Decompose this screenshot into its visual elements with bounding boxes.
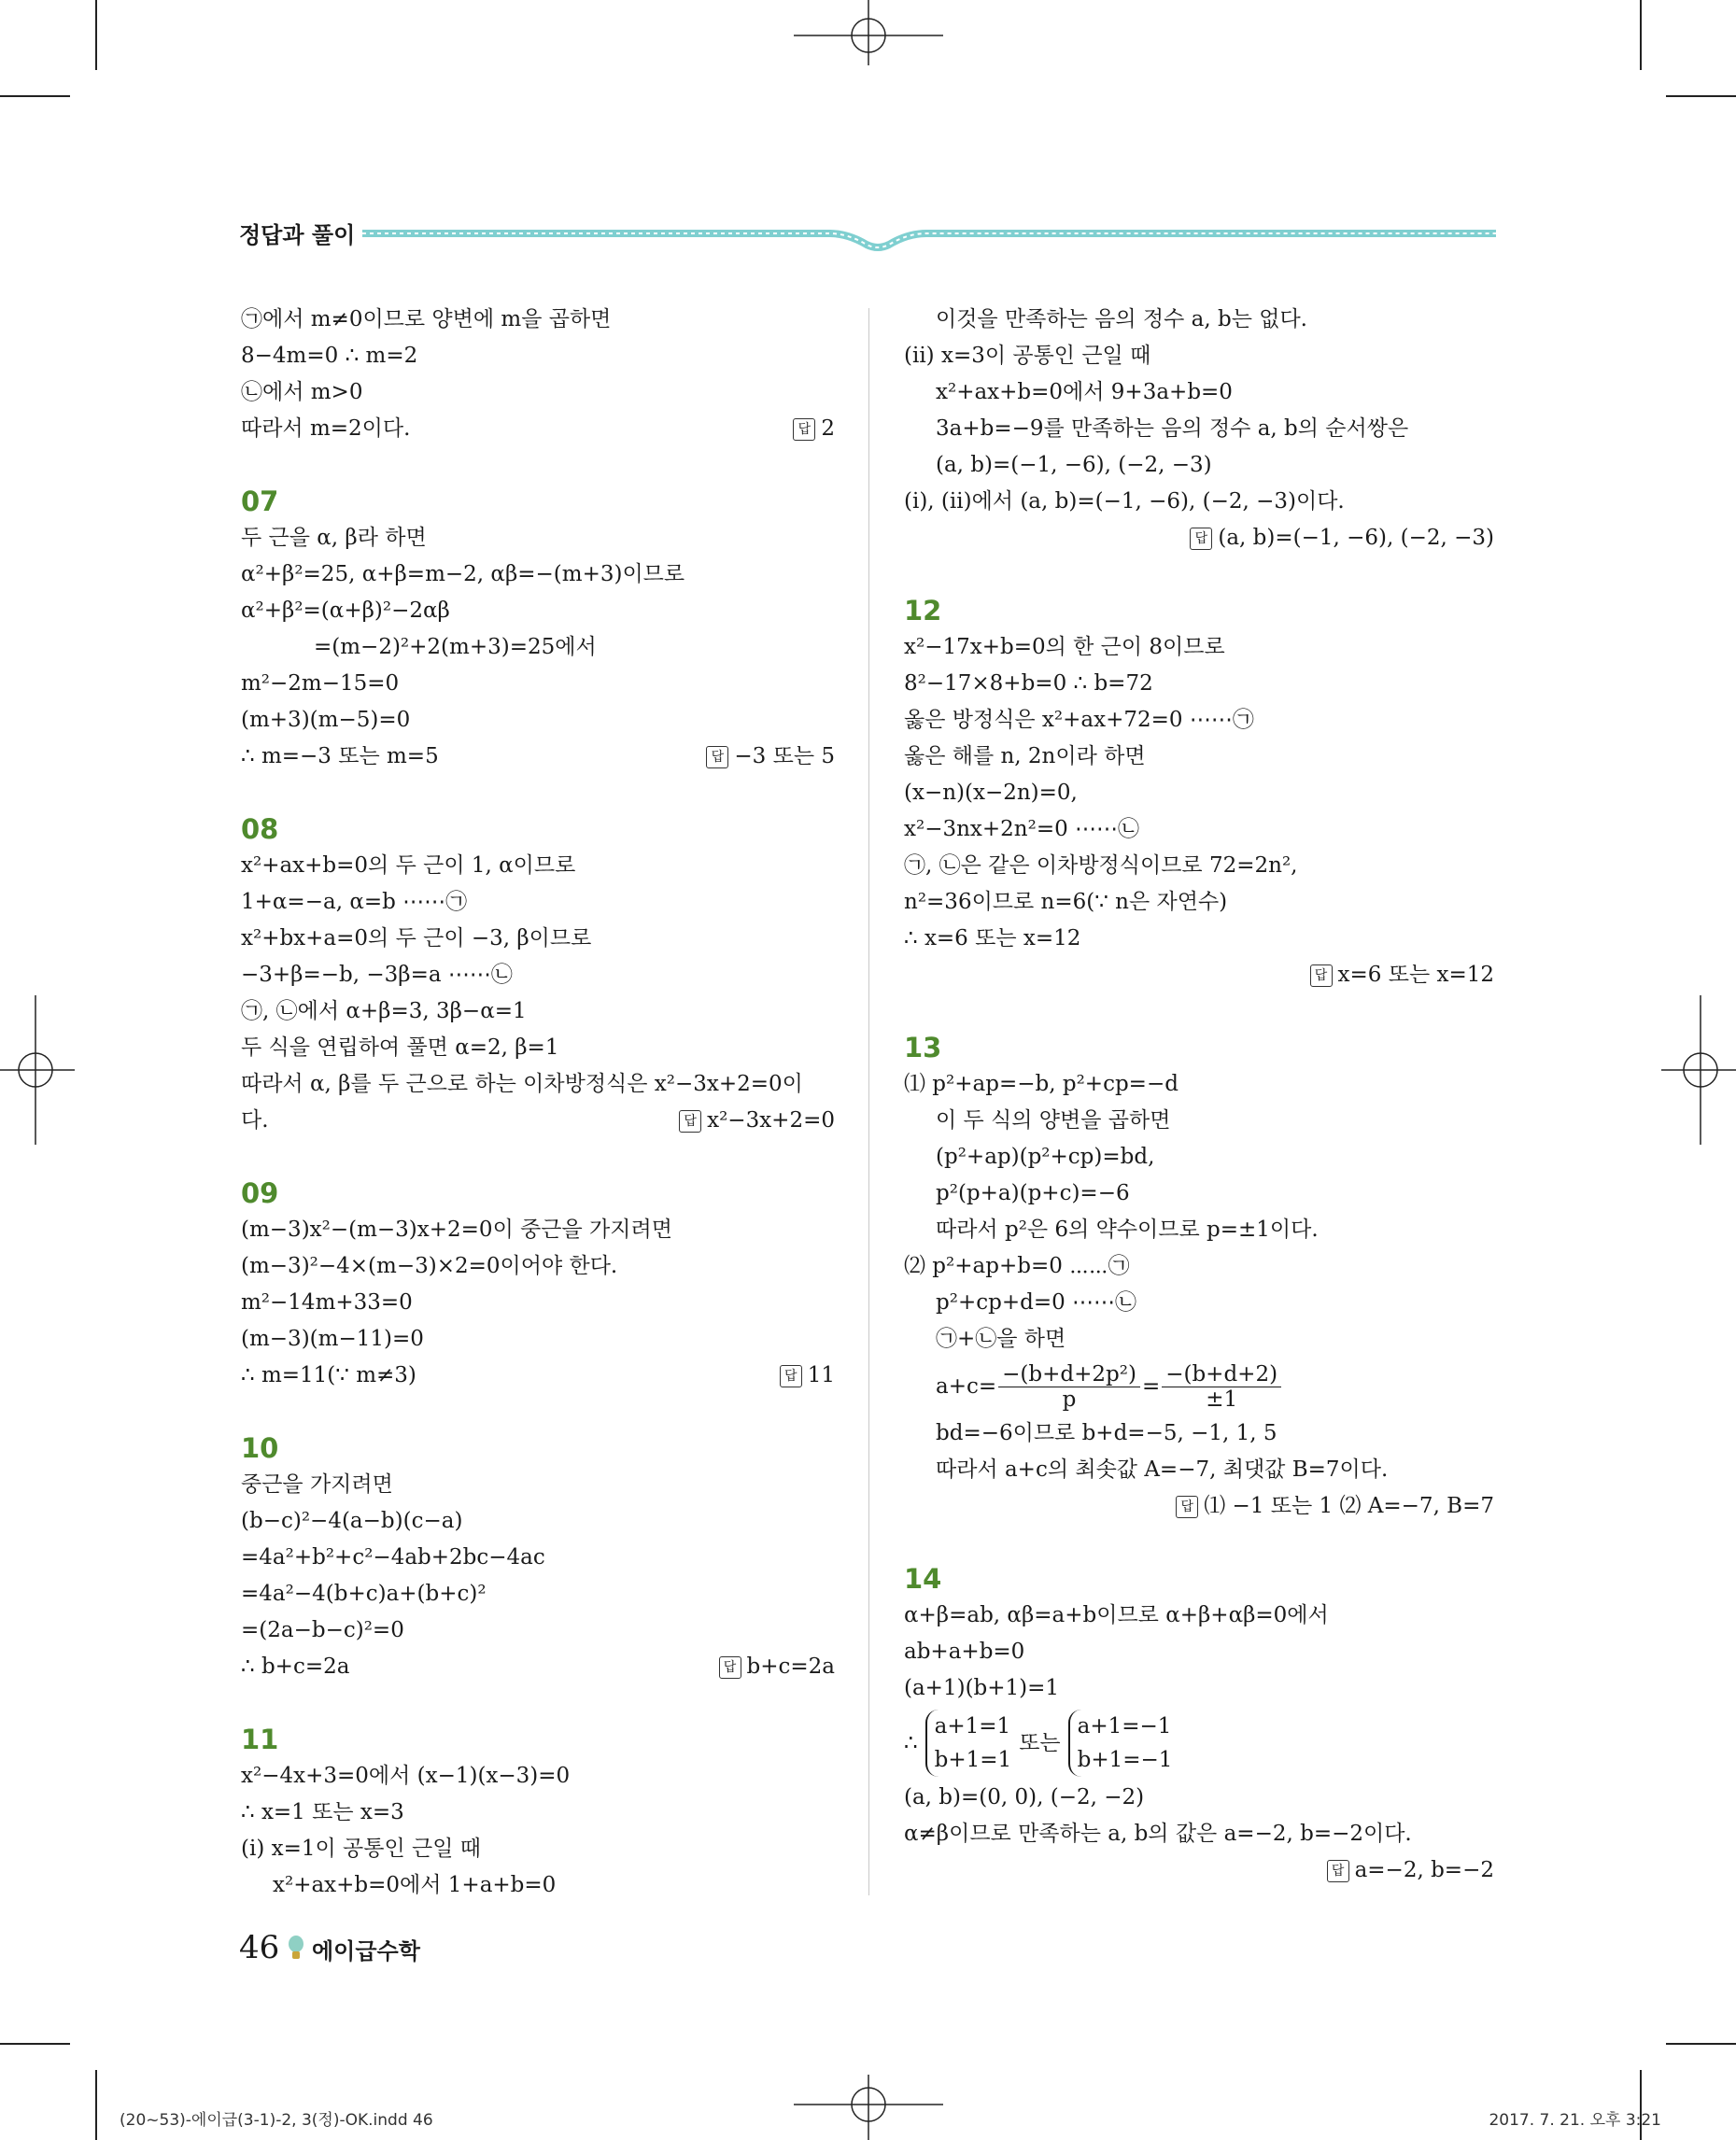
- answer-text: 11: [807, 1363, 835, 1387]
- fraction: [998, 1362, 1140, 1412]
- bulb-icon: [286, 1935, 306, 1963]
- solution-text: (p²+ap)(p²+cp)=bd,: [936, 1145, 1155, 1169]
- solution-text: 따라서 a+c의 최솟값 A=−7, 최댓값 B=7이다.: [936, 1457, 1389, 1482]
- solution-text: ab+a+b=0: [904, 1640, 1025, 1664]
- slug-file-info: (20~53)-에이급(3-1)-2, 3(정)-OK.indd 46: [120, 2111, 433, 2130]
- solution-line: [904, 1248, 1494, 1285]
- column-divider: [868, 308, 869, 1895]
- solution-text: α≠β이므로 만족하는 a, b의 값은 a=−2, b=−2이다.: [904, 1822, 1412, 1846]
- crop-mark: [0, 95, 70, 97]
- page-number: 46: [239, 1929, 280, 1966]
- solution-line: [904, 666, 1494, 702]
- crop-mark: [95, 2070, 97, 2140]
- denominator: ±1: [1206, 1387, 1238, 1412]
- answer-mark: 답: [719, 1656, 741, 1679]
- answer-text: x=6 또는 x=12: [1337, 963, 1494, 987]
- solution-line: [904, 484, 1494, 520]
- solution-line: [241, 702, 835, 739]
- equation: b+1=−1: [1077, 1748, 1173, 1772]
- solution-text: ㉠, ㉡은 같은 이차방정식이므로 72=2n²,: [904, 853, 1298, 878]
- solution-line: [241, 1758, 835, 1795]
- solution-line: [241, 629, 835, 666]
- fraction-eq: =: [1141, 1373, 1161, 1399]
- solution-line: [241, 921, 835, 957]
- therefore-symbol: ∴: [904, 1730, 918, 1755]
- solution-line: [904, 1285, 1494, 1321]
- fraction-lhs: a+c=: [936, 1373, 997, 1399]
- solution-text: x²+ax+b=0에서 9+3a+b=0: [936, 380, 1233, 404]
- solution-text: 8²−17×8+b=0 ∴ b=72: [904, 671, 1153, 696]
- solution-text: =(2a−b−c)²=0: [241, 1618, 404, 1642]
- solution-line: [241, 957, 835, 993]
- solution-line: [904, 338, 1494, 374]
- solution-line: [904, 921, 1494, 957]
- solution-text: −3+β=−b, −3β=a ⋯⋯㉡: [241, 963, 513, 987]
- problem-number: 14: [904, 1563, 942, 1595]
- solution-text: ∴ m=11(∵ m≠3): [241, 1363, 416, 1387]
- solution-text: ∴ x=6 또는 x=12: [904, 926, 1081, 950]
- solution-line: [241, 302, 835, 338]
- system-line: [904, 1707, 1494, 1780]
- equation: a+1=−1: [1077, 1714, 1172, 1739]
- solution-line: [241, 884, 835, 921]
- solution-line: [904, 1066, 1494, 1103]
- solution-text: 다.: [241, 1108, 269, 1133]
- solution-line: [904, 957, 1494, 993]
- solution-line: [904, 629, 1494, 666]
- answer-mark: 답: [1310, 964, 1333, 987]
- solution-text: 따라서 m=2이다.: [241, 416, 411, 441]
- solution-text: 옳은 해를 n, 2n이라 하면: [904, 744, 1146, 768]
- solution-line: [904, 1212, 1494, 1248]
- solution-text: (a, b)=(−1, −6), (−2, −3): [936, 453, 1212, 477]
- header-rule: [362, 220, 1496, 258]
- solution-text: (b−c)²−4(a−b)(c−a): [241, 1509, 463, 1533]
- fraction-line: [904, 1358, 1494, 1415]
- solution-text: p²(p+a)(p+c)=−6: [936, 1181, 1130, 1205]
- solution-line: [241, 993, 835, 1030]
- problem-number: 13: [904, 1032, 942, 1063]
- solution-line: [241, 1649, 835, 1685]
- answer-mark: 답: [793, 418, 815, 441]
- numerator: −(b+d+2): [1162, 1362, 1281, 1387]
- crop-mark: [1640, 0, 1642, 70]
- solution-line: [241, 411, 835, 447]
- solution-text: ㉠, ㉡에서 α+β=3, 3β−α=1: [241, 999, 527, 1023]
- solution-line: [904, 848, 1494, 884]
- solution-text: ⑴ p²+ap=−b, p²+cp=−d: [904, 1072, 1179, 1096]
- solution-line: [904, 1415, 1494, 1452]
- solution-line: [241, 1467, 835, 1503]
- solution-text: =4a²−4(b+c)a+(b+c)²: [241, 1582, 487, 1606]
- solution-line: [241, 1867, 835, 1904]
- solution-text: (m−3)(m−11)=0: [241, 1327, 424, 1351]
- answer-mark: 답: [780, 1365, 802, 1387]
- solution-line: [904, 1321, 1494, 1358]
- equation: a+1=1: [934, 1714, 1011, 1739]
- answer-mark: 답: [1190, 528, 1212, 550]
- solution-text: 1+α=−a, α=b ⋯⋯㉠: [241, 890, 468, 914]
- solution-line: [241, 556, 835, 593]
- solution-text: 중근을 가지려면: [241, 1472, 393, 1497]
- fraction: [1162, 1362, 1281, 1412]
- solution-text: x²−4x+3=0에서 (x−1)(x−3)=0: [241, 1764, 571, 1788]
- answer: [780, 1358, 835, 1394]
- solution-text: p²+cp+d=0 ⋯⋯㉡: [936, 1290, 1137, 1315]
- solution-text: 따라서 α, β를 두 근으로 하는 이차방정식은 x²−3x+2=0이: [241, 1072, 803, 1096]
- solution-text: m²−14m+33=0: [241, 1290, 413, 1315]
- solution-text: (ⅱ) x=3이 공통인 근일 때: [904, 344, 1151, 368]
- answer-text: ⑴ −1 또는 1 ⑵ A=−7, B=7: [1204, 1494, 1494, 1518]
- solution-text: ∴ b+c=2a: [241, 1654, 350, 1679]
- solution-line: [241, 848, 835, 884]
- brand-name: 에이급수학: [312, 1938, 420, 1964]
- solution-text: x²+bx+a=0의 두 근이 −3, β이므로: [241, 926, 592, 950]
- crop-mark: [1666, 2043, 1736, 2045]
- solution-line: [241, 1576, 835, 1612]
- answer-mark: 답: [1327, 1860, 1349, 1882]
- solution-text: ∴ m=−3 또는 m=5: [241, 744, 439, 768]
- solution-text: α²+β²=25, α+β=m−2, αβ=−(m+3)이므로: [241, 562, 685, 586]
- crop-mark: [0, 2043, 70, 2045]
- problem-number: 08: [241, 813, 279, 845]
- problem-number: 12: [904, 595, 942, 627]
- solution-line: [904, 1103, 1494, 1139]
- answer-text: −3 또는 5: [734, 744, 835, 768]
- solution-line: [904, 1780, 1494, 1816]
- solution-line: [904, 1816, 1494, 1852]
- solution-line: [904, 775, 1494, 811]
- left-column: [241, 302, 835, 1904]
- solution-text: ⑵ p²+ap+b=0 ⋯⋯㉠: [904, 1254, 1130, 1278]
- problem-number: 09: [241, 1177, 279, 1209]
- answer-mark: 답: [1176, 1496, 1198, 1518]
- answer-text: b+c=2a: [746, 1654, 835, 1679]
- solution-text: x²+ax+b=0의 두 근이 1, α이므로: [241, 853, 576, 878]
- solution-text: =(m−2)²+2(m+3)=25에서: [314, 635, 597, 659]
- solution-line: [241, 1612, 835, 1649]
- solution-text: (ⅰ), (ⅱ)에서 (a, b)=(−1, −6), (−2, −3)이다.: [904, 489, 1345, 514]
- solution-text: ∴ x=1 또는 x=3: [241, 1800, 404, 1824]
- solution-line: [241, 1248, 835, 1285]
- solution-text: 옳은 방정식은 x²+ax+72=0 ⋯⋯㉠: [904, 708, 1254, 732]
- solution-line: [241, 1212, 835, 1248]
- equation: b+1=1: [934, 1748, 1012, 1772]
- solution-text: α+β=ab, αβ=a+b이므로 α+β+αβ=0에서: [904, 1603, 1329, 1627]
- slug-date: 2017. 7. 21. 오후 3:21: [1489, 2111, 1661, 2130]
- solution-line: [904, 1598, 1494, 1634]
- solution-line: [904, 1176, 1494, 1212]
- solution-line: [241, 1358, 835, 1394]
- solution-line: [241, 1285, 835, 1321]
- solution-line: [241, 374, 835, 411]
- registration-mark-left: [0, 995, 75, 1145]
- solution-text: (ⅰ) x=1이 공통인 근일 때: [241, 1837, 481, 1861]
- answer: [679, 1103, 835, 1139]
- solution-text: x²−3nx+2n²=0 ⋯⋯㉡: [904, 817, 1140, 841]
- solution-text: m²−2m−15=0: [241, 671, 400, 696]
- solution-text: 두 근을 α, β라 하면: [241, 526, 427, 550]
- solution-line: [904, 1488, 1494, 1525]
- solution-text: n²=36이므로 n=6(∵ n은 자연수): [904, 890, 1228, 914]
- solution-line: [241, 666, 835, 702]
- solution-line: [241, 520, 835, 556]
- answer: [1176, 1488, 1494, 1525]
- solution-text: (m−3)x²−(m−3)x+2=0이 중근을 가지려면: [241, 1218, 672, 1242]
- answer: [1310, 957, 1494, 993]
- registration-mark-bottom: [794, 2065, 943, 2140]
- answer-text: x²−3x+2=0: [707, 1108, 835, 1133]
- page-header-title: 정답과 풀이: [239, 222, 356, 248]
- solution-text: 8−4m=0 ∴ m=2: [241, 344, 418, 368]
- answer: [706, 739, 835, 775]
- solution-text: (m+3)(m−5)=0: [241, 708, 411, 732]
- problem-number: 11: [241, 1724, 279, 1755]
- solution-line: [241, 739, 835, 775]
- solution-line: [904, 447, 1494, 484]
- answer: [1190, 520, 1494, 556]
- system-right: [1068, 1710, 1173, 1777]
- solution-line: [904, 302, 1494, 338]
- solution-line: [241, 1503, 835, 1540]
- solution-text: α²+β²=(α+β)²−2αβ: [241, 598, 450, 623]
- answer-text: a=−2, b=−2: [1354, 1858, 1494, 1882]
- solution-line: [904, 411, 1494, 447]
- solution-text: 3a+b=−9를 만족하는 음의 정수 a, b의 순서쌍은: [936, 416, 1409, 441]
- numerator: −(b+d+2p²): [998, 1362, 1140, 1387]
- solution-line: [904, 811, 1494, 848]
- solution-line: [904, 1670, 1494, 1707]
- problem-number: 10: [241, 1432, 279, 1464]
- solution-text: x²+ax+b=0에서 1+a+b=0: [273, 1873, 557, 1897]
- solution-line: [904, 884, 1494, 921]
- solution-line: [241, 1831, 835, 1867]
- solution-line: [904, 1139, 1494, 1176]
- answer-text: (a, b)=(−1, −6), (−2, −3): [1218, 526, 1494, 550]
- solution-line: [904, 374, 1494, 411]
- registration-mark-right: [1661, 995, 1736, 1145]
- answer: [1327, 1852, 1494, 1889]
- solution-line: [241, 1030, 835, 1066]
- solution-text: ㉠+㉡을 하면: [936, 1327, 1066, 1351]
- answer-mark: 답: [706, 746, 728, 768]
- solution-line: [241, 338, 835, 374]
- solution-line: [241, 593, 835, 629]
- denominator: p: [1062, 1387, 1077, 1412]
- solution-line: [241, 1795, 835, 1831]
- solution-text: 이 두 식의 양변을 곱하면: [936, 1108, 1171, 1133]
- right-column: [904, 302, 1494, 1889]
- solution-text: ㉡에서 m>0: [241, 380, 363, 404]
- registration-mark-top: [794, 0, 943, 75]
- solution-line: [904, 1852, 1494, 1889]
- solution-text: (a+1)(b+1)=1: [904, 1676, 1060, 1700]
- solution-text: 따라서 p²은 6의 약수이므로 p=±1이다.: [936, 1218, 1319, 1242]
- solution-text: x²−17x+b=0의 한 근이 8이므로: [904, 635, 1225, 659]
- solution-text: ㉠에서 m≠0이므로 양변에 m을 곱하면: [241, 307, 612, 331]
- system-left: [925, 1710, 1012, 1777]
- solution-line: [241, 1066, 835, 1103]
- solution-line: [904, 702, 1494, 739]
- solution-line: [241, 1540, 835, 1576]
- solution-text: (x−n)(x−2n)=0,: [904, 781, 1078, 805]
- answer: [719, 1649, 836, 1685]
- crop-mark: [1666, 95, 1736, 97]
- solution-text: (a, b)=(0, 0), (−2, −2): [904, 1785, 1145, 1809]
- answer-text: 2: [821, 416, 835, 441]
- answer-mark: 답: [679, 1110, 701, 1133]
- solution-text: bd=−6이므로 b+d=−5, −1, 1, 5: [936, 1421, 1277, 1445]
- solution-line: [904, 1634, 1494, 1670]
- crop-mark: [95, 0, 97, 70]
- solution-text: 두 식을 연립하여 풀면 α=2, β=1: [241, 1035, 559, 1060]
- answer: [793, 411, 835, 447]
- solution-line: [904, 1452, 1494, 1488]
- solution-line: [904, 520, 1494, 556]
- solution-line: [904, 739, 1494, 775]
- solution-text: (m−3)²−4×(m−3)×2=0이어야 한다.: [241, 1254, 618, 1278]
- solution-text: =4a²+b²+c²−4ab+2bc−4ac: [241, 1545, 545, 1570]
- system-or: 또는: [1019, 1730, 1061, 1755]
- solution-line: [241, 1321, 835, 1358]
- solution-text: 이것을 만족하는 음의 정수 a, b는 없다.: [936, 307, 1307, 331]
- solution-line: [241, 1103, 835, 1139]
- problem-number: 07: [241, 486, 279, 517]
